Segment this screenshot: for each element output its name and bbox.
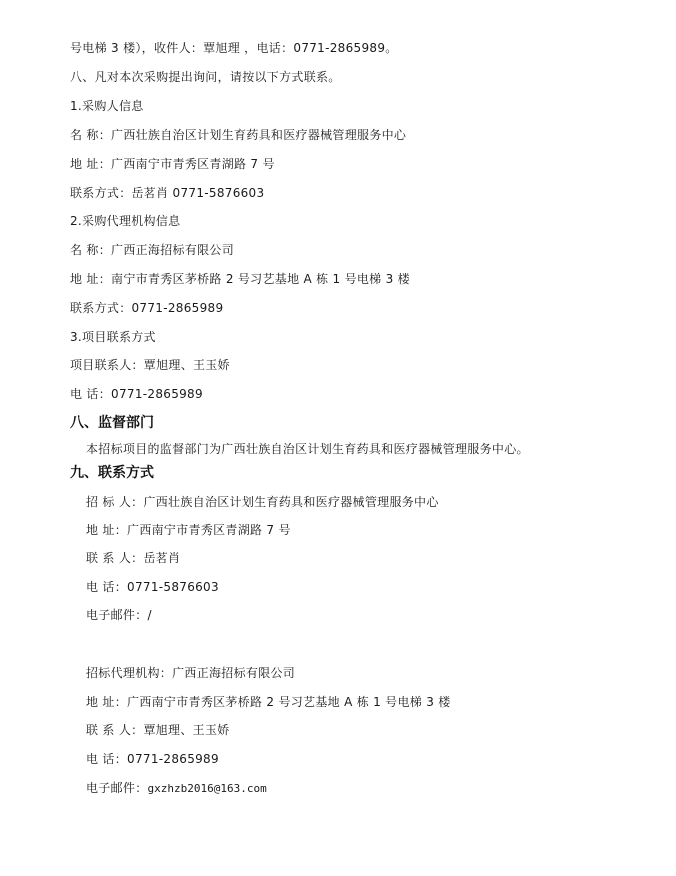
project-contact-phone: 电 话：0771-2865989: [70, 387, 203, 401]
tenderer-name-value: 广西壮族自治区计划生育药具和医疗器械管理服务中心: [143, 495, 439, 509]
tenderer-address-row: [86, 522, 291, 538]
agency-name: 名 称：广西正海招标有限公司: [70, 243, 235, 257]
agency-address: 地 址：南宁市青秀区茅桥路 2 号习艺基地 A 栋 1 号电梯 3 楼: [70, 272, 410, 286]
tenderer-email-value: /: [147, 608, 152, 622]
agency-contact-email-row: [86, 780, 267, 797]
tenderer-phone-row: [86, 579, 219, 595]
agency-contact-address-label: 地 址：: [86, 695, 128, 709]
agency-info-heading: 2.采购代理机构信息: [70, 214, 181, 228]
tenderer-email-label: 电子邮件：: [86, 608, 148, 622]
tenderer-address-label: 地 址：: [86, 523, 128, 537]
project-contact-people: 项目联系人：覃旭理、王玉娇: [70, 358, 230, 372]
agency-contact-person-row: [86, 722, 230, 738]
purchaser-name: 名 称：广西壮族自治区计划生育药具和医疗器械管理服务中心: [70, 128, 407, 142]
agency-contact-address-value: 广西南宁市青秀区茅桥路 2 号习艺基地 A 栋 1 号电梯 3 楼: [127, 695, 451, 709]
tenderer-name-label: 招 标 人：: [86, 495, 144, 509]
agency-contact-email-label: 电子邮件：: [86, 781, 148, 795]
tenderer-address-value: 广西南宁市青秀区青湖路 7 号: [127, 523, 291, 537]
agency-contact-name-value: 广西正海招标有限公司: [172, 666, 296, 680]
purchaser-info-heading: 1.采购人信息: [70, 99, 144, 113]
agency-contact-person-value: 覃旭理、王玉娇: [143, 723, 230, 737]
agency-contact-phone-value: 0771-2865989: [127, 752, 219, 766]
agency-contact-name-label: 招标代理机构：: [86, 666, 173, 680]
tenderer-person-label: 联 系 人：: [86, 551, 144, 565]
tenderer-phone-label: 电 话：: [86, 580, 128, 594]
project-contact-heading: 3.项目联系方式: [70, 330, 156, 344]
agency-contact-email-value[interactable]: gxzhzb2016@163.com: [147, 782, 267, 795]
tenderer-email-row: [86, 607, 152, 623]
agency-contact-person-label: 联 系 人：: [86, 723, 144, 737]
tenderer-person-value: 岳茗肖: [143, 551, 181, 565]
agency-contact-address-row: [86, 694, 451, 710]
agency-contact: 联系方式：0771-2865989: [70, 301, 224, 315]
inquiry-instruction: 八、凡对本次采购提出询问，请按以下方式联系。: [70, 70, 341, 84]
tenderer-phone-value: 0771-5876603: [127, 580, 219, 594]
supervision-text: 本招标项目的监督部门为广西壮族自治区计划生育药具和医疗器械管理服务中心。: [86, 442, 529, 456]
tenderer-person-row: [86, 550, 180, 566]
agency-contact-phone-row: [86, 751, 219, 767]
address-continuation-line: 号电梯 3 楼），收件人：覃旭理 ，电话：0771-2865989。: [70, 41, 398, 55]
supervision-heading: 八、监督部门: [70, 415, 154, 431]
agency-contact-name-row: [86, 665, 295, 681]
purchaser-contact: 联系方式：岳茗肖 0771-5876603: [70, 186, 265, 200]
purchaser-address: 地 址：广西南宁市青秀区青湖路 7 号: [70, 157, 275, 171]
agency-contact-phone-label: 电 话：: [86, 752, 128, 766]
tenderer-name-row: [86, 494, 439, 510]
contact-heading: 九、联系方式: [70, 465, 154, 481]
